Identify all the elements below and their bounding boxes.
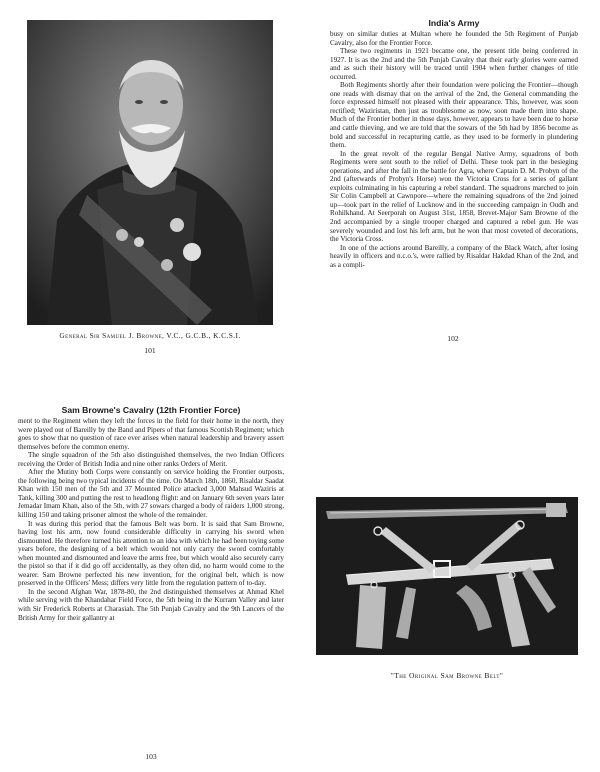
paragraph: busy on similar duties at Multan where he founded the 5th Regiment of Punjab Cavalry, also for the Frontier Force. xyxy=(330,30,578,47)
paragraph: In the great revolt of the regular Bengal Native Army, squadrons of both Regiments were sent south to the relief of Delhi. These took part in the besieging operations, and after the fall in the battle for Agra, where Captain D. M. Probyn of the 2nd (afterwards of Probyn's Horse) won the Victoria Cross for a series of gallant exploits culminating in his capturing a rebel standard. The squadrons marched to join Sir Colin Campbell at Cawnpore—where the remaining squadrons of the 2nd joined up—took part in the relief of Lucknow and in the succeeding campaign in Oudh and Rohilkhand. At Seerporah on August 31st, 1858, Brevet-Major Sam Browne of the 2nd accompanied by a single trooper charged and captured a rebel gun. He was severely wounded and lost his left arm, but he won that most coveted of decorations, the Victoria Cross. xyxy=(330,149,578,244)
paragraph: These two regiments in 1921 became one, the present title being conferred in 1927. It is as the 2nd and the 5th Punjab Cavalry that their early glories were earned and as such their history will be traced until 1904 when further changes of title occurred. xyxy=(330,47,578,81)
page-heading-sam-brownes-cavalry: Sam Browne's Cavalry (12th Frontier Force) xyxy=(61,405,241,415)
paragraph: It was during this period that the famous Belt was born. It is said that Sam Browne, having lost his arm, now found considerable difficulty in carrying his sword when dismounted. He therefore turned his attention to an idea with which he had been toying some years before, the designing of a belt which would not only carry the sword comfortably when mounted and dismounted and leave the arms free, but which would also securely carry the pistol so that if it did go off accidentally, as they often did, no harm would come to the wearer. Sam Browne perfected his new invention, for the original belt, which is now preserved in the Officers' Mess; differs very little from the regulation pattern of to-day. xyxy=(18,519,284,588)
folio-103: 103 xyxy=(145,752,157,761)
belt-illustration xyxy=(316,497,578,655)
paragraph: In one of the actions around Bareilly, a company of the Black Watch, after losing heavily in officers and n.c.o.'s, were rallied by Risaldar Hakdad Khan of the 2nd, and as a compli- xyxy=(330,243,578,269)
belt-photo xyxy=(316,497,578,655)
text-column-103 xyxy=(18,417,284,622)
portrait-illustration xyxy=(27,20,273,325)
folio-101: 101 xyxy=(144,346,156,355)
portrait-photo xyxy=(27,20,273,325)
page-heading-indias-army: India's Army xyxy=(428,18,480,28)
portrait-caption: General Sir Samuel J. Browne, V.C., G.C.B., K.C.S.I. xyxy=(59,331,241,340)
text-column-102 xyxy=(330,30,578,269)
paragraph: The single squadron of the 5th also distinguished themselves, the two Indian Officers receiving the Order of British India and nine other ranks Orders of Merit. xyxy=(18,451,284,468)
paragraph: After the Mutiny both Corps were constantly on service holding the Frontier outposts, the following being two typical incidents of the time. On March 18th, 1860, Risaldar Saadat Khan with 150 men of the 5th and 37 Mounted Police attacked 3,000 Mahsud Waziris at Tank, killing 300 and putting the rest to headlong flight: and on January 6th seven years later Jemadar Imam Khan, also of the 5th, with 27 sowars charged a body of raiders 1,000 strong, killing 150 and taking prisoner almost the whole of the remainder. xyxy=(18,468,284,520)
paragraph: ment to the Regiment when they left the forces in the field for their home in the north, they were played out of Bareilly by the Band and Pipers of that famous Scottish Regiment; which goes to show that no question of race ever arises when natural leadership and bravery assert themselves before the common enemy. xyxy=(18,417,284,451)
folio-102: 102 xyxy=(447,334,459,343)
belt-caption: "The Original Sam Browne Belt" xyxy=(390,671,504,680)
paragraph: Both Regiments shortly after their foundation were policing the Frontier—though one reads with dismay that on the arrival of the 2nd, the General commanding the force expressed himself not pleased with their appearance. This, however, was soon rectified; Waziristan, then just as troublesome as now, soon made them into shape. Much of the Frontier bother in those days, however, appears to have been due to horse and cattle thieving, and we are told that the sowars of the 5th had by 1856 become as bold and successful in recapturing cattle, as they used to be formerly in plundering them. xyxy=(330,81,578,150)
paragraph: In the second Afghan War, 1878-80, the 2nd distinguished themselves at Ahmad Khel while serving with the Khandahar Field Force, the 5th being in the Kurram Valley and later with Sir Frederick Roberts at Charasiah. The 5th Punjab Cavalry and the 9th Lancers of the British Army for their gallantry at xyxy=(18,587,284,622)
